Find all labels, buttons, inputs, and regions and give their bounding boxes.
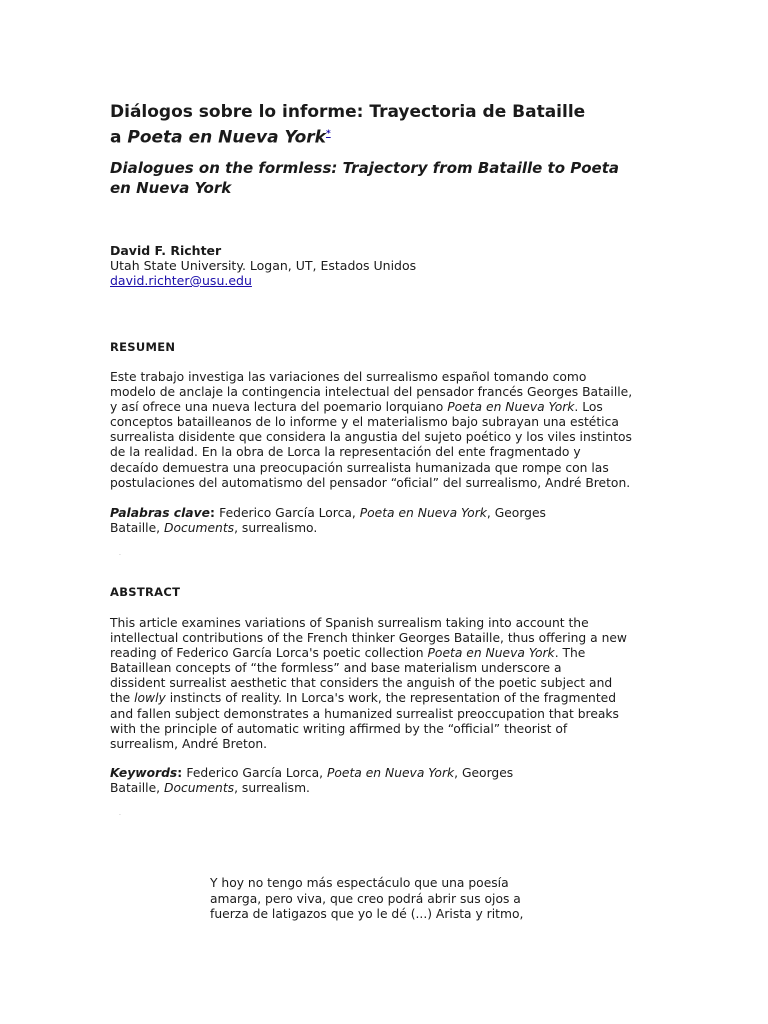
- keywords-term-italic: Poeta en Nueva York: [326, 766, 455, 780]
- abstract-line: with the principle of automatic writing affirmed by the “official” theorist of: [110, 721, 568, 736]
- abstract-heading: ABSTRACT: [110, 585, 181, 599]
- palabras-term-italic: Documents: [163, 521, 235, 536]
- separator-dot: .: [119, 810, 121, 817]
- resumen-line: de la realidad. En la obra de Lorca la representación del ente fragmentado y: [110, 445, 581, 460]
- title-line-2-prefix: a: [110, 127, 128, 148]
- resumen-line: decaído demuestra una preocupación surrealista humanizada que rompe con las: [110, 460, 609, 475]
- subtitle-line-1: Dialogues on the formless: Trajectory from Bataille to Poeta: [110, 159, 619, 177]
- resumen-line: . Los: [574, 400, 603, 415]
- author-block: [110, 243, 670, 288]
- keywords-term: , Georges: [454, 766, 514, 780]
- abstract-line: dissident surrealist aesthetic that considers the anguish of the poetic subject and: [110, 676, 613, 691]
- resumen-line: Este trabajo investiga las variaciones del surrealismo español tomando como: [110, 370, 587, 384]
- palabras-term: Federico García Lorca,: [219, 506, 360, 520]
- abstract-line: reading of Federico García Lorca's poetic collection: [110, 646, 428, 661]
- quote-line: fuerza de latigazos que yo le dé (...) Arista y ritmo,: [210, 907, 524, 922]
- quote-line: Y hoy no tengo más espectáculo que una poesía: [210, 876, 509, 890]
- resumen-italic-title: Poeta en Nueva York: [447, 400, 575, 415]
- article-subtitle: [110, 158, 670, 198]
- title-footnote-link[interactable]: *: [325, 129, 331, 139]
- keywords-term-italic: Documents: [163, 781, 235, 796]
- keywords: [110, 766, 665, 796]
- abstract-line: the: [110, 691, 135, 706]
- author-email-link[interactable]: david.richter@usu.edu: [110, 273, 252, 288]
- resumen-heading: RESUMEN: [110, 340, 176, 354]
- quote-line: amarga, pero viva, que creo podrá abrir sus ojos a: [210, 891, 521, 906]
- keywords-term: , surrealism.: [234, 781, 310, 796]
- abstract-line: and fallen subject demonstrates a humanized surrealist preoccupation that breaks: [110, 706, 619, 721]
- keywords-term: Federico García Lorca,: [186, 766, 327, 780]
- author-affiliation: Utah State University. Logan, UT, Estados Unidos: [110, 258, 417, 273]
- resumen-line: y así ofrece una nueva lectura del poemario lorquiano: [110, 400, 448, 415]
- resumen-line: postulaciones del automatismo del pensador “oficial” del surrealismo, André Breton.: [110, 475, 631, 490]
- abstract-line: Bataillean concepts of “the formless” and base materialism underscore a: [110, 661, 562, 676]
- resumen-line: conceptos batailleanos de lo informe y el materialismo bajo subrayan una estética: [110, 415, 619, 430]
- palabras-term: Bataille,: [110, 521, 164, 536]
- abstract-line: surrealism, André Breton.: [110, 736, 268, 751]
- abstract-italic-title: Poeta en Nueva York: [427, 646, 555, 661]
- palabras-term-italic: Poeta en Nueva York: [359, 506, 487, 520]
- abstract-italic-word: lowly: [134, 691, 166, 706]
- separator-dot: .: [119, 550, 121, 557]
- abstract-line: This article examines variations of Spanish surrealism taking into account the: [110, 616, 589, 630]
- abstract-line: . The: [554, 646, 586, 661]
- author-name: David F. Richter: [110, 243, 222, 258]
- article-title: [110, 101, 670, 149]
- abstract-line: instincts of reality. In Lorca's work, the representation of the fragmented: [165, 691, 617, 706]
- resumen-line: surrealista disidente que considera la angustia del sujeto poético y los viles instintos: [110, 430, 632, 445]
- subtitle-line-2: en Nueva York: [110, 179, 232, 197]
- keywords-label: Keywords: [110, 766, 178, 780]
- abstract-line: intellectual contributions of the French thinker Georges Bataille, thus offering a new: [110, 631, 627, 646]
- epigraph-quote: [210, 876, 550, 923]
- palabras-term: , surrealismo.: [234, 521, 318, 536]
- title-line-2-italic: Poeta en Nueva York: [127, 127, 326, 148]
- keywords-term: Bataille,: [110, 781, 164, 796]
- title-footnote: [326, 129, 331, 139]
- palabras-clave-label: Palabras clave: [110, 506, 210, 520]
- resumen-paragraph: [110, 370, 665, 491]
- palabras-term: , Georges: [486, 506, 546, 520]
- resumen-line: modelo de anclaje la contingencia intelectual del pensador francés Georges Bataille,: [110, 385, 633, 400]
- keywords-colon: :: [177, 766, 187, 780]
- palabras-clave-colon: :: [209, 506, 220, 520]
- title-line-1: Diálogos sobre lo informe: Trayectoria de Bataille: [110, 102, 586, 122]
- abstract-paragraph: [110, 616, 665, 752]
- palabras-clave: [110, 506, 665, 536]
